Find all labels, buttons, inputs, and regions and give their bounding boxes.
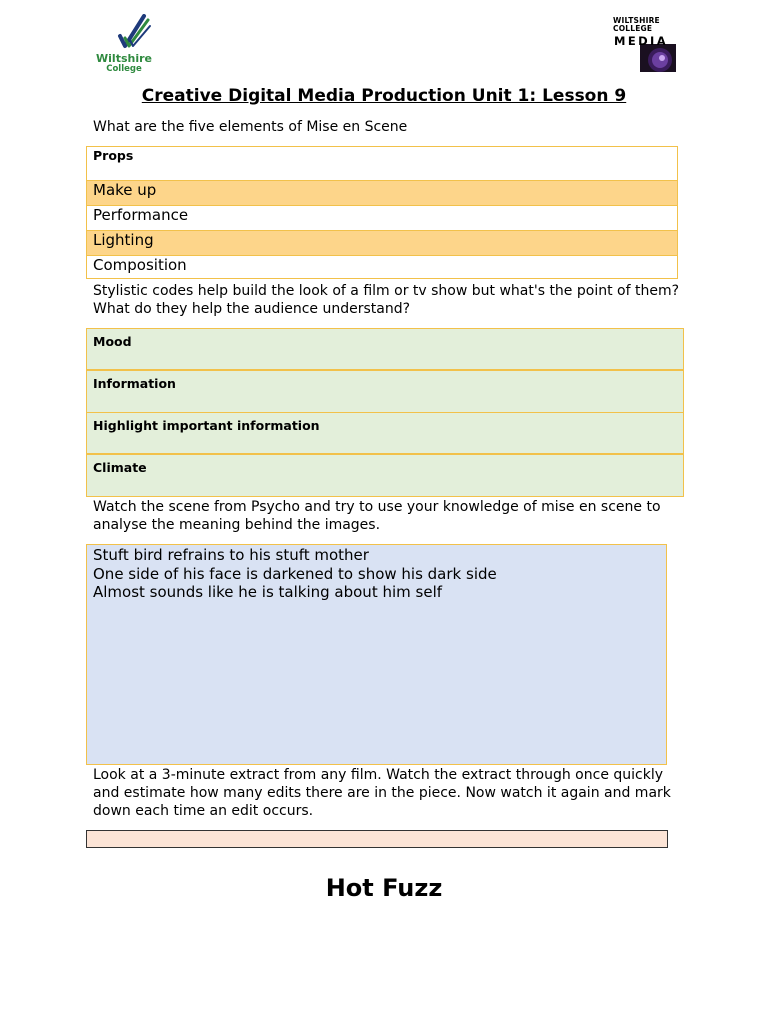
answer-line: Stuft bird refrains to his stuft mother [93, 546, 369, 564]
section2-question: Stylistic codes help build the look of a film or tv show but what's the point of them? What do they help the audience understand? [93, 283, 680, 317]
table-row-make-up: Make up [87, 180, 677, 205]
table-row-props: Props [87, 147, 677, 180]
table-row-information: Information [86, 370, 684, 413]
table-row-performance: Performance [87, 205, 677, 230]
table-row-lighting: Lighting [87, 230, 677, 255]
logo-right-line1: WILTSHIRE [613, 16, 660, 25]
psycho-answer-box[interactable] [86, 544, 667, 765]
section3-question: Watch the scene from Psycho and try to use your knowledge of mise en scene to analyse the meaning behind the images. [93, 499, 661, 533]
film-title: Hot Fuzz [325, 874, 443, 902]
answer-line: One side of his face is darkened to show his dark side [93, 564, 497, 583]
table-row-composition: Composition [87, 255, 677, 278]
logo-right-line3: MEDIA [614, 34, 669, 48]
stylistic-codes-table [86, 328, 684, 497]
table-row-climate: Climate [86, 454, 684, 497]
edit-count-box[interactable] [86, 830, 668, 848]
table-row-highlight: Highlight important information [86, 412, 684, 454]
logo-text-line2: College [106, 64, 142, 74]
wiltshire-college-media-logo [612, 14, 678, 74]
section1-question: What are the five elements of Mise en Scene [93, 119, 408, 135]
wiltshire-college-logo [92, 14, 156, 76]
table-row-mood: Mood [86, 328, 684, 370]
answer-line: Almost sounds like he is talking about him self [93, 583, 443, 601]
logo-right-line2: COLLEGE [613, 24, 653, 33]
checkmark-logo-icon [92, 14, 156, 54]
section4-question: Look at a 3-minute extract from any film. Watch the extract through once quickly and estimate how many edits there are in the piece. Now watch it again and mark down each time an edit occurs. [93, 767, 671, 819]
logo-text-line1: Wiltshire [96, 52, 152, 65]
page-title: Creative Digital Media Production Unit 1: Lesson 9 [141, 86, 627, 106]
mise-en-scene-table [86, 146, 678, 279]
